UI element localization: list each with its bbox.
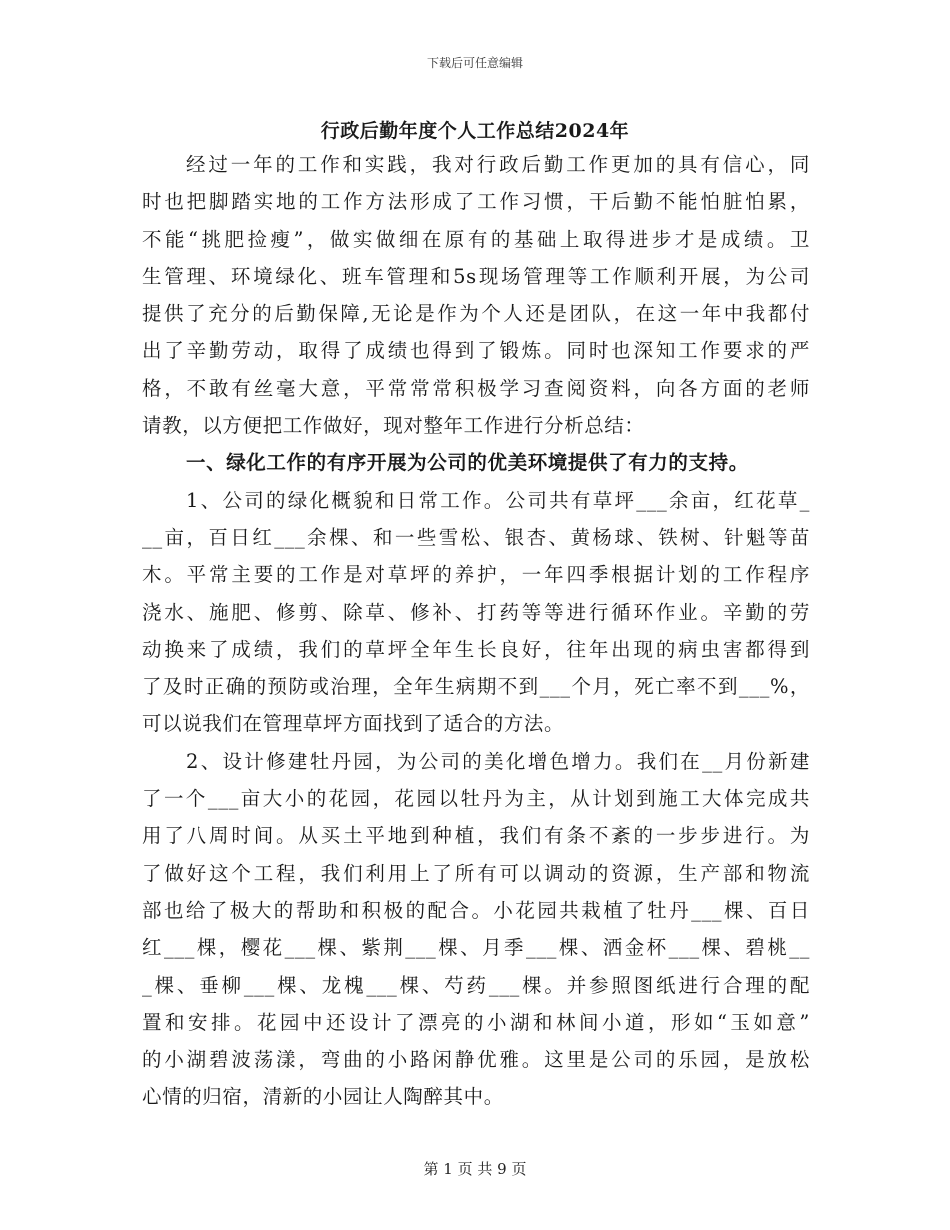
body-line: 动换来了成绩，我们的草坪全年生长良好，往年出现的病虫害都得到 xyxy=(142,637,810,661)
body-line: 部也给了极大的帮助和积极的配合。小花园共栽植了牡丹___棵、百日 xyxy=(142,898,810,922)
body-line: 经过一年的工作和实践，我对行政后勤工作更加的具有信心，同 xyxy=(186,153,810,176)
body-line: 2、设计修建牡丹园，为公司的美化增色增力。我们在__月份新建 xyxy=(186,749,810,773)
body-line: 可以说我们在管理草坪方面找到了适合的方法。 xyxy=(142,712,565,736)
body-line: 不能“挑肥捡瘦”，做实做细在原有的基础上取得进步才是成绩。卫 xyxy=(142,227,810,251)
body-line: 1、公司的绿化概貌和日常工作。公司共有草坪___余亩，红花草_ xyxy=(186,488,810,512)
body-line: 用了八周时间。从买土平地到种植，我们有条不紊的一步步进行。为 xyxy=(142,824,810,848)
body-line: 了及时正确的预防或治理，全年生病期不到___个月，死亡率不到___%， xyxy=(142,675,810,699)
body-line: 格，不敢有丝毫大意，平常常常积极学习查阅资料，向各方面的老师 xyxy=(142,376,810,400)
body-line: 了一个___亩大小的花园，花园以牡丹为主，从计划到施工大体完成共 xyxy=(142,787,810,811)
body-line: 生管理、环境绿化、班车管理和5s现场管理等工作顺利开展，为公司 xyxy=(142,264,810,288)
body-line: 红___棵，樱花___棵、紫荆___棵、月季___棵、洒金杯___棵、碧桃__ xyxy=(142,936,810,960)
body-line: 了做好这个工程，我们利用上了所有可以调动的资源，生产部和物流 xyxy=(142,861,810,885)
body-line: 出了辛勤劳动，取得了成绩也得到了锻炼。同时也深知工作要求的严 xyxy=(142,339,810,363)
body-line: 请教，以方便把工作做好，现对整年工作进行分析总结： xyxy=(142,414,645,438)
section-heading: 一、绿化工作的有序开展为公司的优美环境提供了有力的支持。 xyxy=(186,451,749,475)
body-line: __亩，百日红___余棵、和一些雪松、银杏、黄杨球、铁树、针魁等苗 xyxy=(142,525,810,549)
page-number: 第 1 页 共 9 页 xyxy=(423,1160,527,1178)
body-line: 置和安排。花园中还设计了漂亮的小湖和林间小道，形如“玉如意” xyxy=(142,1010,810,1034)
document-title: 行政后勤年度个人工作总结2024年 xyxy=(320,120,630,142)
body-line: 的小湖碧波荡漾，弯曲的小路闲静优雅。这里是公司的乐园，是放松 xyxy=(142,1048,810,1072)
page-header-note: 下载后可任意编辑 xyxy=(426,56,523,70)
body-line: 提供了充分的后勤保障,无论是作为个人还是团队，在这一年中我都付 xyxy=(142,302,810,326)
body-line: _棵、垂柳___棵、龙槐___棵、芍药___棵。并参照图纸进行合理的配 xyxy=(142,973,810,997)
body-line: 木。平常主要的工作是对草坪的养护，一年四季根据计划的工作程序 xyxy=(142,563,810,587)
body-line: 心情的归宿，清新的小园让人陶醉其中。 xyxy=(142,1085,504,1109)
body-line: 浇水、施肥、修剪、除草、修补、打药等等进行循环作业。辛勤的劳 xyxy=(142,600,810,624)
body-line: 时也把脚踏实地的工作方法形成了工作习惯，干后勤不能怕脏怕累， xyxy=(142,190,810,214)
document-body xyxy=(142,146,810,1116)
